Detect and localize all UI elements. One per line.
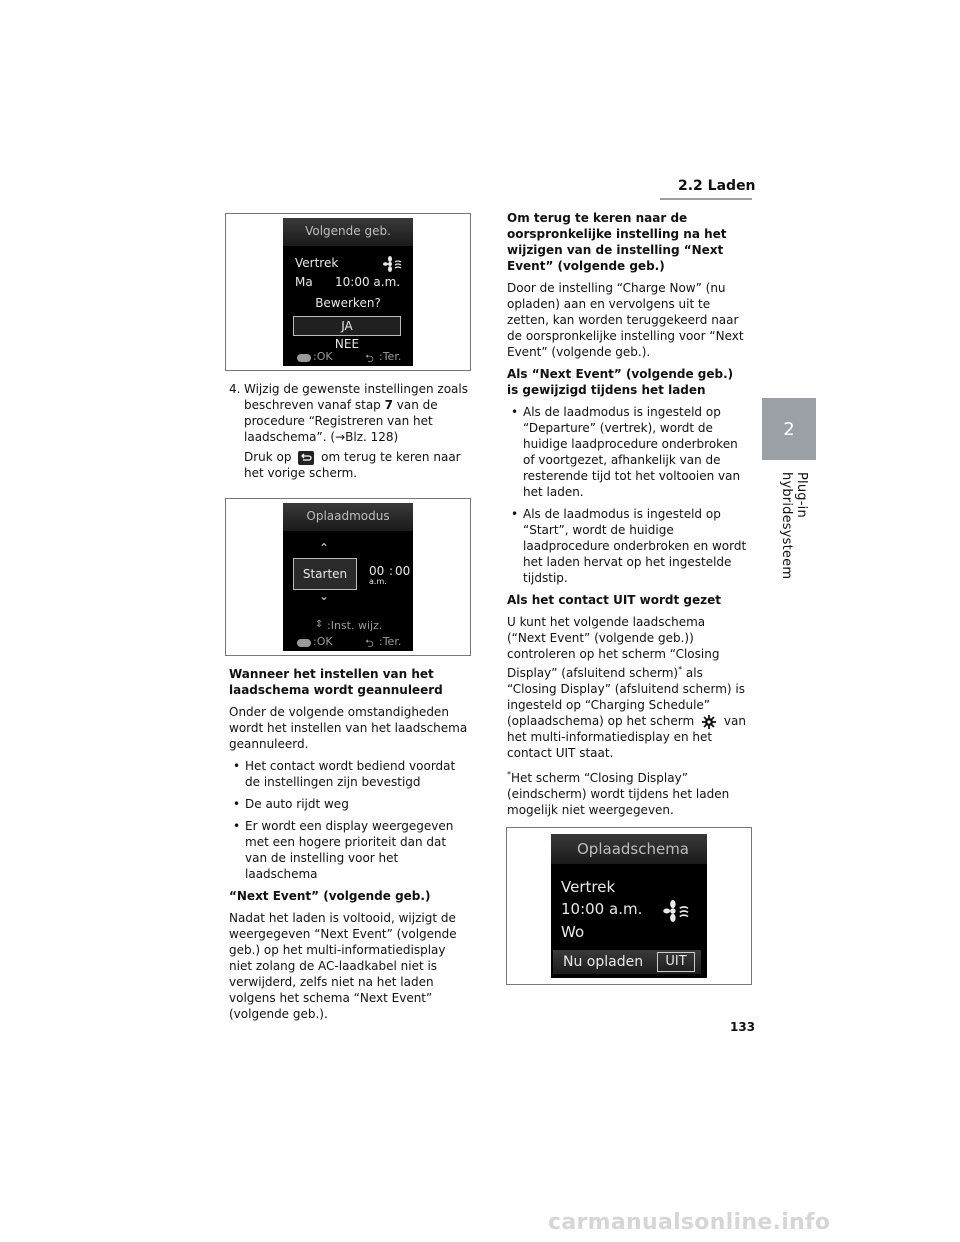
para-restore: Door de instelling “Charge Now” (nu opladen) aan en vervolgens uit te zetten, kan worden teruggekeerd naar de oorspronkelijke instelling voor “Next Event” (volgende geb.). (507, 281, 744, 359)
press-pre: Druk op (244, 450, 292, 464)
back-label: :Ter. (379, 350, 402, 363)
press-post: om terug te keren naar het vorige scherm. (244, 450, 461, 480)
charge-now-label: Nu opladen (563, 954, 644, 970)
para-off (507, 614, 747, 761)
ok-icon-2 (297, 639, 311, 647)
step-text-pre: Wijzig de gewenste instellingen zoals beschreven vanaf stap (244, 382, 468, 412)
back-label-2: :Ter. (379, 635, 402, 648)
bullet-3: • Er wordt een display weergegeven met een hogere prioriteit dan dat van de instelling voor het laadschema (229, 818, 469, 882)
screen-title-3: Oplaadschema (551, 834, 707, 864)
option-no[interactable]: NEE (334, 337, 360, 351)
bullet-2: • De auto rijdt weg (229, 796, 469, 812)
display-screen-2 (283, 503, 413, 651)
day-value-3: Wo (561, 923, 585, 941)
hour-value: 00 (369, 564, 385, 578)
header-rule (660, 198, 752, 200)
back-icon-2: ⮌ (365, 637, 374, 650)
right-column (507, 210, 747, 824)
step-text-post: van de procedure “Registreren van het laadschema”. (→Blz. 128) (244, 398, 438, 444)
para-off-post: van het multi-informatiedisplay en het contact UIT staat. (507, 714, 746, 760)
ac-fan-icon-3 (663, 900, 691, 922)
back-button-icon (298, 451, 314, 465)
screen-title: Volgende geb. (283, 218, 413, 246)
minute-value: 00 (395, 564, 411, 578)
chevron-down-icon: ⌄ (319, 589, 330, 603)
figure-next-event-edit (225, 213, 471, 371)
para-off-mid: als “Closing Display” (afsluitend scherm) is ingesteld op “Charging Schedule” (oplaadschema) op het scherm (507, 666, 745, 728)
step-number: 4. (229, 382, 241, 396)
departure-label: Vertrek (295, 256, 339, 270)
heading-off: Als het contact UIT wordt gezet (507, 593, 721, 607)
section-title: 2.2 Laden (678, 178, 756, 194)
footnote-text: Het scherm “Closing Display” (eindscherm) wordt tijdens het laden mogelijk niet weergegeven. (507, 771, 730, 817)
back-icon: ⮌ (365, 352, 374, 365)
departure-label-3: Vertrek (561, 878, 616, 896)
figure-charge-mode (225, 498, 471, 656)
page-number: 133 (730, 1020, 756, 1034)
time-value: 10:00 a.m. (335, 275, 401, 289)
adjust-label: :Inst. wijz. (327, 619, 383, 632)
heading-cancelled: Wanneer het instellen van het laadschema wordt geannuleerd (229, 667, 443, 697)
ok-label-2: :OK (313, 635, 333, 648)
footnote-mark-2: * (507, 770, 511, 779)
off-button[interactable]: UIT (657, 952, 695, 972)
para-next-event: Nadat het laden is voltooid, wijzigt de weergegeven “Next Event” (volgende geb.) op het multi-informatiedisplay niet zolang de AC-laadkabel niet is verwijderd, zelfs niet na het laden volgens het schema “Next Event” (volgende geb.). (229, 911, 457, 1021)
step-4-text (229, 381, 469, 445)
watermark: carmanualsonline.info (548, 1210, 831, 1235)
left-column (229, 666, 469, 1028)
figure-charge-schedule (506, 827, 752, 985)
para-off-pre: U kunt het volgende laadschema (“Next Event” (volgende geb.)) controleren op het scherm “Closing Display” (afsluitend scherm) (507, 615, 720, 680)
day-value: Ma (295, 275, 313, 289)
ampm-value: a.m. (369, 577, 387, 586)
bullet-departure: • Als de laadmodus is ingesteld op “Departure” (vertrek), wordt de huidige laadprocedure onderbroken of voortgezet, afhankelijk van de resterende tijd tot het voltooien van het laden. (507, 404, 747, 500)
ok-label: :OK (313, 350, 333, 363)
footnote (507, 767, 747, 818)
step-4-press (229, 449, 469, 481)
display-screen (283, 218, 413, 366)
bullet-start: • Als de laadmodus is ingesteld op “Start”, wordt de huidige laadprocedure onderbroken en wordt het laden hervat op het ingestelde tijdstip. (507, 506, 747, 586)
screen-title-2: Oplaadmodus (283, 503, 413, 531)
ac-fan-icon (383, 256, 403, 272)
updown-icon: ⇕ (315, 619, 324, 630)
chapter-side-label: Plug-in hybridesysteem (779, 472, 809, 580)
heading-changed: Als “Next Event” (volgende geb.) is gewijzigd tijdens het laden (507, 367, 734, 397)
option-yes[interactable]: JA (293, 316, 401, 336)
display-screen-3 (551, 834, 707, 978)
bullet-1: • Het contact wordt bediend voordat de instellingen zijn bevestigd (229, 758, 469, 790)
step-4 (229, 381, 469, 481)
chapter-tab: 2 (762, 398, 816, 460)
step-ref: 7 (384, 398, 393, 412)
time-colon: : (389, 564, 394, 578)
heading-restore: Om terug te keren naar de oorspronkelijke instelling na het wijzigen van de instelling “Next Event” (volgende geb.) (507, 211, 727, 273)
time-value-3: 10:00 a.m. (561, 900, 643, 918)
gear-icon (701, 715, 717, 729)
footnote-mark: * (678, 665, 683, 674)
edit-question: Bewerken? (315, 296, 381, 310)
chevron-up-icon: ⌃ (319, 541, 330, 555)
heading-next-event: “Next Event” (volgende geb.) (229, 889, 431, 903)
ok-icon (297, 354, 311, 362)
start-button[interactable]: Starten (293, 558, 357, 590)
para-cancelled: Onder de volgende omstandigheden wordt het instellen van het laadschema geannuleerd. (229, 705, 468, 751)
